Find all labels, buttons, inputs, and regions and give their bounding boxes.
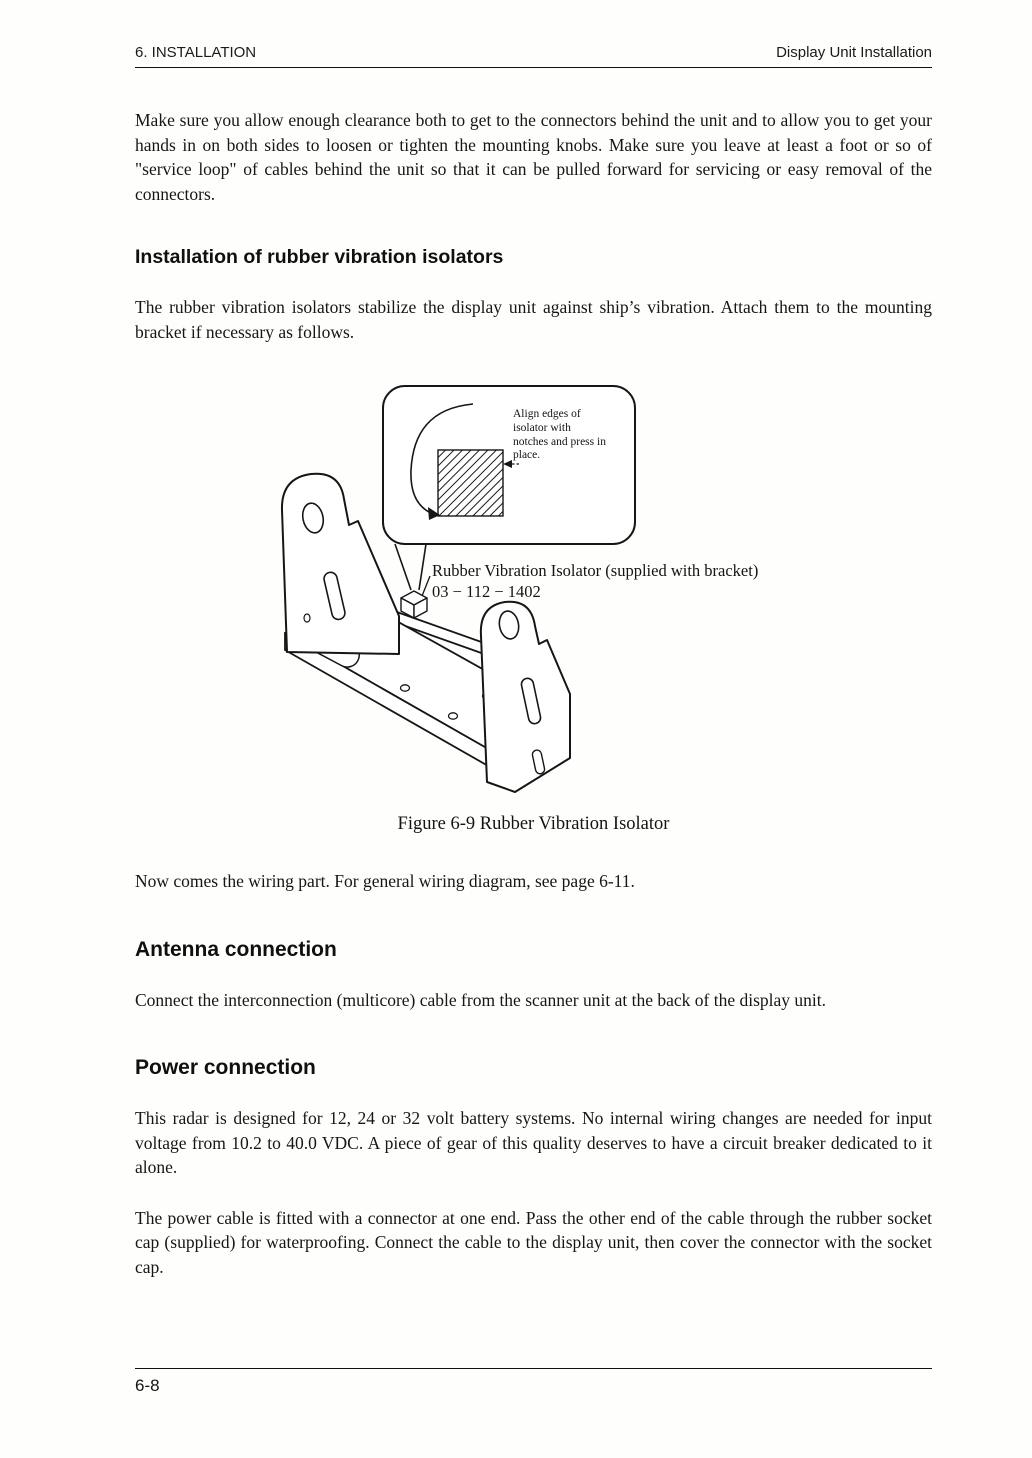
- footer-rule: [135, 1368, 932, 1369]
- header-rule: [135, 67, 932, 68]
- antenna-paragraph: Connect the interconnection (multicore) cable from the scanner unit at the back of the display unit.: [135, 989, 827, 1010]
- figure-6-9: [135, 378, 932, 835]
- heading-antenna-connection: Antenna connection: [135, 937, 337, 961]
- intro-paragraph: Make sure you allow enough clearance both to get to the connectors behind the unit and to allow you to get your hands in on both sides to loosen or tighten the mounting knobs. Make sure you leave at least a foot or so of "service loop" of cables behind the unit so that it can be pulled forward for servicing or easy removal of the connectors.: [135, 110, 932, 204]
- bracket-left-flange: [282, 474, 399, 654]
- isolators-paragraph: The rubber vibration isolators stabilize the display unit against ship’s vibration. Attach them to the mounting bracket if necessary as follows.: [135, 297, 932, 342]
- heading-power-connection: Power connection: [135, 1056, 316, 1079]
- balloon-tail-line: [395, 544, 411, 590]
- bracket-base-hole: [401, 685, 410, 691]
- bracket-base-hole: [449, 713, 458, 719]
- balloon-tail-line: [419, 544, 426, 590]
- header-chapter: 6. INSTALLATION: [135, 44, 257, 61]
- heading-rubber-isolators: Installation of rubber vibration isolators: [135, 246, 504, 268]
- power-paragraph-1: This radar is designed for 12, 24 or 32 volt battery systems. No internal wiring changes are needed for input voltage from 10.2 to 40.0 VDC. A piece of gear of this quality deserves to have a circuit breaker dedicated to it alone.: [135, 1108, 932, 1177]
- figure-canvas: [135, 378, 932, 798]
- figure-caption: Figure 6-9 Rubber Vibration Isolator: [397, 814, 670, 834]
- header-section: Display Unit Installation: [776, 44, 932, 61]
- left-flange-small-hole: [304, 614, 310, 622]
- figure-part-number: 03 − 112 − 1402: [432, 582, 541, 601]
- figure-part-label: Rubber Vibration Isolator (supplied with bracket): [432, 561, 759, 580]
- power-paragraph-2: The power cable is fitted with a connector at one end. Pass the other end of the cable through the rubber socket cap (supplied) for waterproofing. Connect the cable to the display unit, then cover the connector with the socket cap.: [135, 1207, 932, 1277]
- figure-callout-text: Align edges of isolator with notches and press in place.: [513, 408, 606, 462]
- page-content: [135, 108, 932, 1279]
- footer-page-number: 6-8: [135, 1376, 160, 1395]
- page-header: [135, 44, 932, 61]
- label-leader-line: [422, 576, 430, 596]
- wiring-note-paragraph: Now comes the wiring part. For general wiring diagram, see page 6-11.: [135, 871, 635, 891]
- hatched-isolator-swatch: [438, 450, 503, 516]
